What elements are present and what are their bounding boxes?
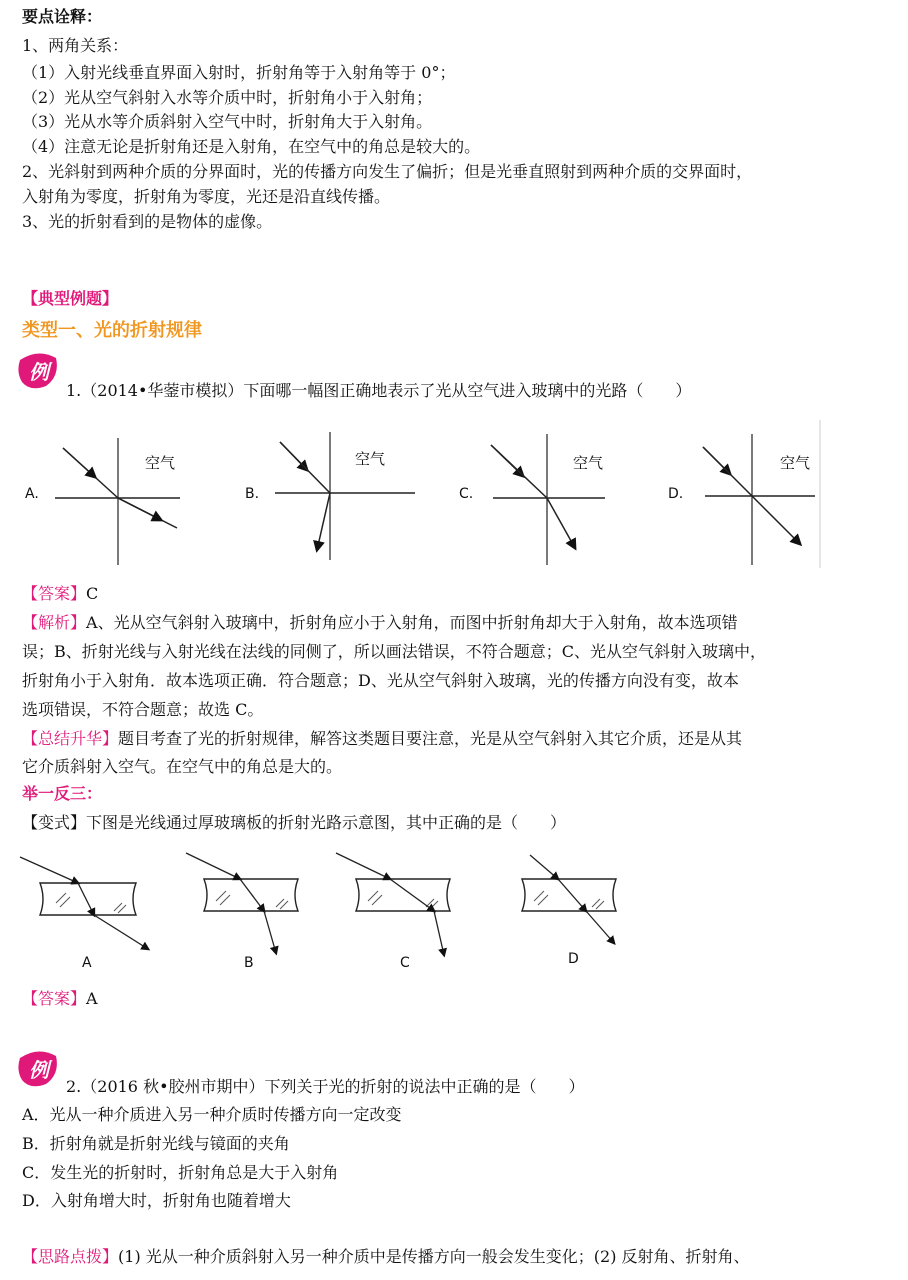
- figure-label: C.: [459, 486, 474, 502]
- example2-option: D．入射角增大时，折射角也随着增大: [22, 1191, 291, 1210]
- svg-text:空气: 空气: [355, 450, 386, 468]
- example1-analysis-line: 折射角小于入射角．故本选项正确．符合题意；D、光从空气斜射入玻璃，光的传播方向没有变，故本: [22, 671, 739, 690]
- notes-line: 1、两角关系：: [22, 36, 129, 55]
- glass-figure-a: [20, 857, 148, 971]
- example1-analysis-line: 误；B、折射光线与入射光线在法线的同侧了，所以画法错误，不符合题意；C、光从空气斜射入玻璃中，: [22, 642, 767, 661]
- section-title: 【典型例题】: [22, 289, 119, 308]
- figure-d: [668, 434, 815, 565]
- notes-line: （1）入射光线垂直界面入射时，折射角等于入射角等于 0°；: [22, 63, 456, 82]
- variant-answer: 【答案】A: [22, 989, 98, 1008]
- svg-text:空气: 空气: [780, 454, 811, 472]
- variant-heading: 举一反三：: [22, 784, 103, 803]
- example2-option: C．发生光的折射时，折射角总是大于入射角: [22, 1163, 339, 1182]
- notes-line: 3、光的折射看到的是物体的虚像。: [22, 212, 273, 231]
- notes-line: （3）光从水等介质斜射入空气中时，折射角大于入射角。: [22, 112, 433, 131]
- example2-option: B．折射角就是折射光线与镜面的夹角: [22, 1134, 290, 1153]
- svg-text:例: 例: [29, 1058, 49, 1082]
- example-badge-icon: [16, 1050, 60, 1088]
- example1-summary-line: 【总结升华】题目考查了光的折射规律，解答这类题目要注意，光是从空气斜射入其它介质，还是从其: [22, 729, 743, 748]
- svg-text:空气: 空气: [145, 454, 176, 472]
- figure-c: [459, 434, 605, 565]
- example1-question: 1.（2014•华蓥市模拟）下面哪一幅图正确地表示了光从空气进入玻璃中的光路（ ）: [66, 381, 692, 400]
- figure-a: [25, 438, 180, 565]
- variant-figures: [18, 845, 658, 975]
- svg-text:空气: 空气: [573, 454, 604, 472]
- notes-line: 入射角为零度，折射角为零度，光还是沿直线传播。: [22, 187, 391, 206]
- figure-label: D.: [668, 486, 684, 502]
- type1-title: 类型一、光的折射规律: [22, 320, 202, 341]
- figure-label: B: [244, 955, 254, 971]
- svg-text:例: 例: [29, 360, 49, 384]
- example2-option: A．光从一种介质进入另一种介质时传播方向一定改变: [22, 1105, 402, 1124]
- notes-line: （4）注意无论是折射角还是入射角，在空气中的角总是较大的。: [22, 137, 481, 156]
- figure-b: [245, 432, 415, 560]
- glass-figure-c: [336, 853, 450, 971]
- figure-label: D: [568, 951, 579, 967]
- notes-line: 2、光斜射到两种介质的分界面时，光的传播方向发生了偏折；但是光垂直照射到两种介质的交界面时，: [22, 162, 753, 181]
- example1-figures: [25, 420, 825, 570]
- example2-question: 2.（2016 秋•胶州市期中）下列关于光的折射的说法中正确的是（ ）: [66, 1077, 585, 1096]
- example-badge-icon: [16, 352, 60, 390]
- example1-summary-line: 它介质斜射入空气。在空气中的角总是大的。: [22, 757, 343, 776]
- figure-label: C: [400, 955, 410, 971]
- figure-label: A: [82, 955, 92, 971]
- figure-label: A.: [25, 486, 39, 502]
- notes-heading: 要点诠释：: [22, 7, 103, 26]
- notes-line: （2）光从空气斜射入水等介质中时，折射角小于入射角；: [22, 88, 433, 107]
- glass-figure-d: [522, 855, 616, 967]
- example1-analysis-line: 选项错误，不符合题意；故选 C。: [22, 700, 264, 719]
- example1-analysis-line: 【解析】A、光从空气斜射入玻璃中，折射角应小于入射角，而图中折射角却大于入射角，故本选项错: [22, 613, 738, 632]
- variant-question: 【变式】下图是光线通过厚玻璃板的折射光路示意图，其中正确的是（ ）: [22, 813, 567, 832]
- example2-hint: 【思路点拨】(1) 光从一种介质斜射入另一种介质中是传播方向一般会发生变化；(2) 反射角、折射角、: [22, 1247, 750, 1266]
- figure-label: B.: [245, 486, 260, 502]
- example1-answer: 【答案】C: [22, 584, 99, 603]
- glass-figure-b: [186, 853, 298, 971]
